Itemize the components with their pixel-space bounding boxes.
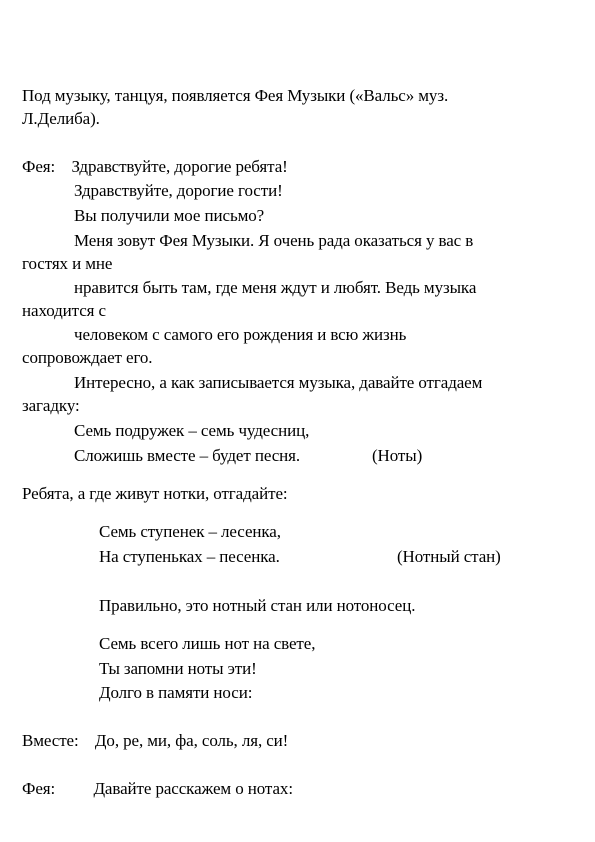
riddle-line-2: Сложишь вместе – будет песня. xyxy=(74,446,301,465)
fairy-speech-line-8: человеком с самого его рождения и всю жизнь xyxy=(74,325,407,344)
fairy-speech-line-10: Интересно, а как записывается музыка, давайте отгадаем xyxy=(74,373,483,392)
poem-line-2: Ты запомни ноты эти! xyxy=(99,659,257,678)
speech-text: Здравствуйте, дорогие ребята! xyxy=(71,157,288,176)
speaker-label: Фея: xyxy=(22,779,56,798)
speaker-label: Вместе: xyxy=(22,731,79,750)
riddle2-answer: (Нотный стан) xyxy=(397,547,501,566)
riddle2-intro: Ребята, а где живут нотки, отгадайте: xyxy=(22,484,288,503)
speech-text: До, ре, ми, фа, соль, ля, си! xyxy=(94,731,289,750)
fairy-speech-line-7: находится с xyxy=(22,301,106,320)
riddle2-line-1: Семь ступенек – лесенка, xyxy=(99,522,281,541)
speaker-label: Фея: xyxy=(22,157,56,176)
fairy-speech-line-2: Здравствуйте, дорогие гости! xyxy=(74,181,283,200)
riddle2-line-2: На ступеньках – песенка. xyxy=(99,547,280,566)
fairy-speech-line-4: Меня зовут Фея Музыки. Я очень рада оказаться у вас в xyxy=(74,231,474,250)
fairy-speech-line-9: сопровождает его. xyxy=(22,348,153,367)
poem-line-1: Семь всего лишь нот на свете, xyxy=(99,634,316,653)
riddle-line-1: Семь подружек – семь чудесниц, xyxy=(74,421,310,440)
intro-line-1: Под музыку, танцуя, появляется Фея Музыки («Вальс» муз. xyxy=(22,86,449,105)
fairy-speech-final xyxy=(22,779,293,799)
fairy-speech-line-6: нравится быть там, где меня ждут и любят. Ведь музыка xyxy=(74,278,477,297)
speech-text: Давайте расскажем о нотах: xyxy=(93,779,293,798)
riddle2-confirm: Правильно, это нотный стан или нотоносец. xyxy=(99,596,416,615)
fairy-speech-line-1 xyxy=(22,157,288,177)
riddle-answer: (Ноты) xyxy=(372,446,423,465)
together-line xyxy=(22,731,288,751)
poem-line-3: Долго в памяти носи: xyxy=(99,683,253,702)
intro-line-2: Л.Делиба). xyxy=(22,109,100,128)
fairy-speech-line-5: гостях и мне xyxy=(22,254,113,273)
fairy-speech-line-3: Вы получили мое письмо? xyxy=(74,206,265,225)
fairy-speech-line-11: загадку: xyxy=(22,396,80,415)
